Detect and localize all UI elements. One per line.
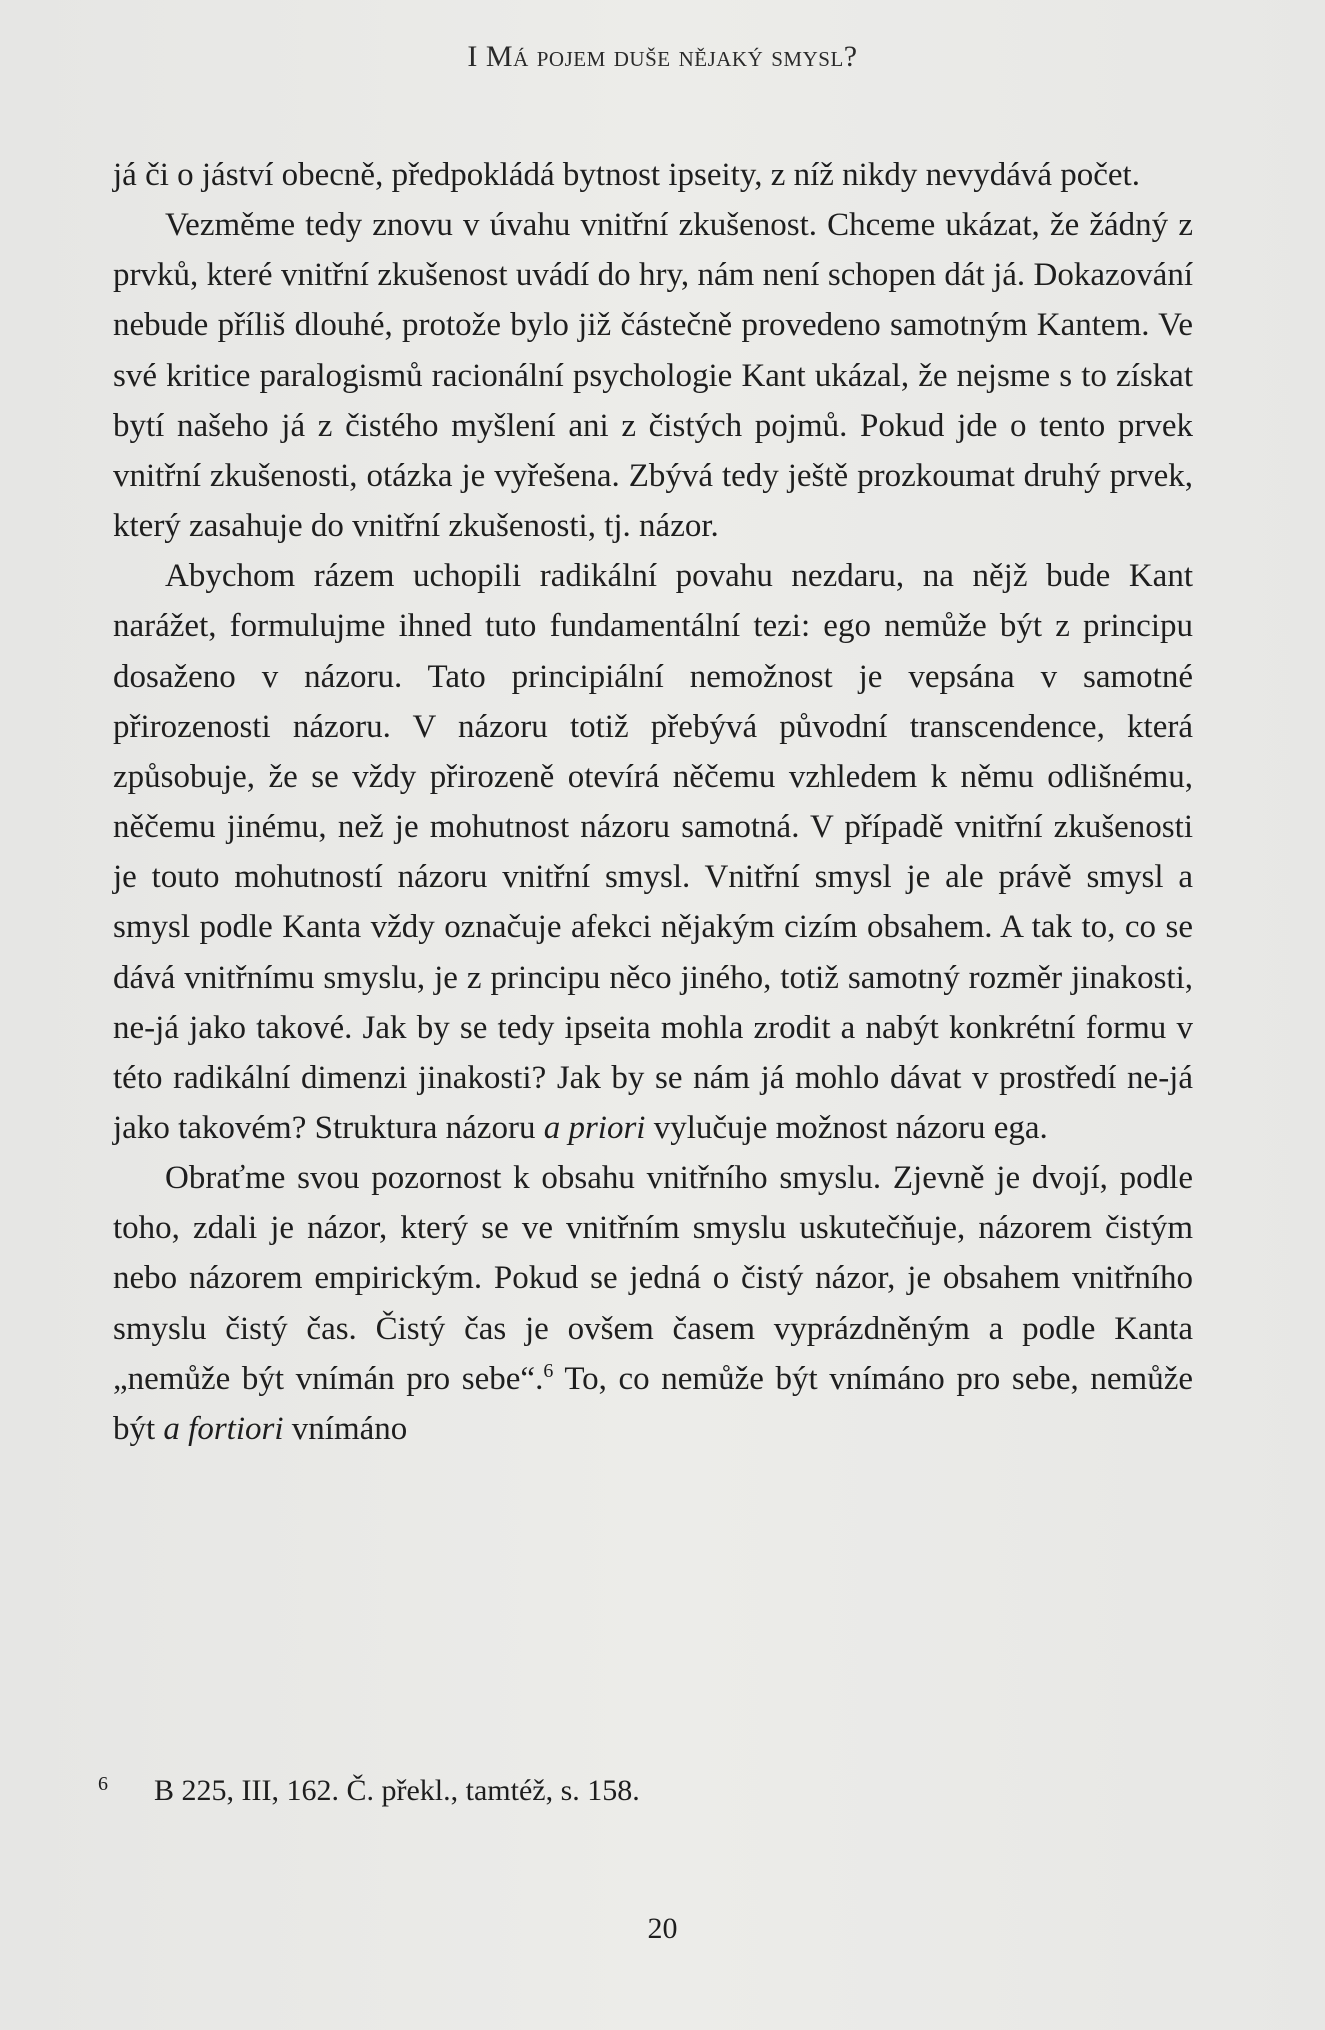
paragraph-1 — [113, 150, 1193, 200]
paragraph-4-text-c: vnímáno — [283, 1410, 408, 1447]
paragraph-3-text-a: Abychom rázem uchopili radikální povahu nezdaru, na nějž bude Kant narážet, formulujme ihned tuto fundamentální tezi: ego nemůže být z principu dosaženo v názoru. Tato principiální nemožnost je vepsána v samotné přirozenosti názoru. V názoru totiž přebývá původní transcendence, která způsobuje, že se vždy přirozeně otevírá něčemu vzhledem k němu odlišnému, něčemu jinému, než je mohutnost názoru samotná. V případě vnitřní zkušenosti je touto mohutností názoru vnitřní smysl. Vnitřní smysl je ale právě smysl a smysl podle Kanta vždy označuje afekci nějakým cizím obsahem. A tak to, co se dává vnitřnímu smyslu, je z principu něco jiného, totiž samotný rozměr jinakosti, ne-já jako takové. Jak by se tedy ipseita mohla zrodit a nabýt konkrétní formu v této radikální dimenzi jinakosti? Jak by se nám já mohlo dávat v prostředí ne-já jako takovém? Struktura názoru — [113, 558, 1193, 1146]
paragraph-3-text-b: vylučuje možnost názoru ega. — [645, 1109, 1048, 1146]
running-head: I Má pojem duše nějaký smysl? — [467, 40, 858, 73]
paragraph-3-italic-a-priori: a priori — [543, 1109, 646, 1146]
body-text — [113, 150, 1193, 1454]
paragraph-4-text-a: Obraťme svou pozornost k obsahu vnitřního smyslu. Zjevně je dvojí, podle toho, zdali je názor, který se ve vnitřním smyslu uskutečňuje, názorem čistým nebo názorem empirickým. Pokud se jedná o čistý názor, je obsahem vnitřního smyslu čistý čas. Čistý čas je ovšem časem vyprázdněným a podle Kanta „nemůže být vnímán pro sebe“. — [113, 1160, 1193, 1397]
footnote-number: 6 — [98, 1773, 108, 1795]
paragraph-2-text: Vezměme tedy znovu v úvahu vnitřní zkušenost. Chceme ukázat, že žádný z prvků, které vnitřní zkušenost uvádí do hry, nám není schopen dát já. Dokazování nebude příliš dlouhé, protože bylo již částečně provedeno samotným Kantem. Ve své kritice paralogismů racionální psychologie Kant ukázal, že nejsme s to získat bytí našeho já z čistého myšlení ani z čistých pojmů. Pokud jde o tento prvek vnitřní zkušenosti, otázka je vyřešena. Zbývá tedy ještě prozkoumat druhý prvek, který zasahuje do vnitřní zkušenosti, tj. názor. — [113, 207, 1193, 545]
footnote — [98, 1773, 1098, 1808]
footnote-reference-6[interactable]: 6 — [543, 1359, 554, 1382]
paragraph-4 — [113, 1153, 1193, 1454]
footnote-text: B 225, III, 162. Č. překl., tamtéž, s. 158. — [154, 1774, 640, 1807]
paragraph-2 — [113, 200, 1193, 551]
paragraph-3 — [113, 551, 1193, 1153]
paragraph-4-text-b: To, co nemůže být vnímáno pro sebe, nemůže být — [113, 1360, 1193, 1447]
page-number: 20 — [647, 1912, 678, 1945]
paragraph-4-italic-a-fortiori: a fortiori — [163, 1410, 284, 1447]
paragraph-1-text: já či o jáství obecně, předpokládá bytnost ipseity, z níž nikdy nevydává počet. — [113, 157, 1140, 193]
